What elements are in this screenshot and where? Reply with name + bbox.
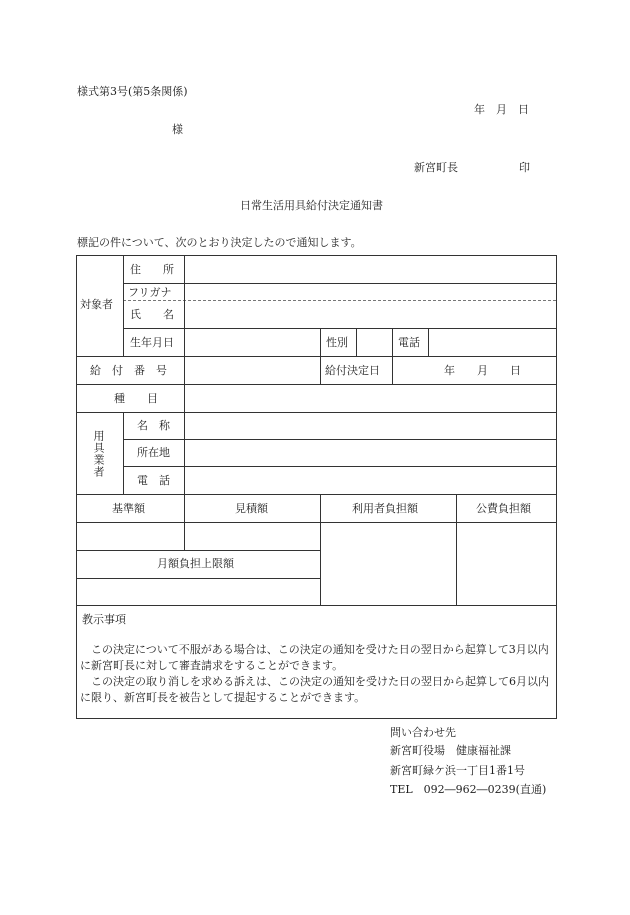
grant-number-label: 給 付 番 号 [90,364,167,377]
notice-heading: 教示事項 [82,613,126,626]
subject-label: 対象者 [80,298,113,311]
contact-heading: 問い合わせ先 [390,726,456,739]
notice-paragraph-1: この決定について不服がある場合は、この決定の通知を受けた日の翌日から起算して3月以内に新宮町長に対して審査請求をすることができます。 [80,643,549,672]
notice-paragraph-2: この決定の取り消しを求める訴えは、この決定の通知を受けた日の翌日から起算して6月以内に限り、新宮町長を被告として提起することができます。 [80,675,549,704]
seal-mark: 印 [519,161,530,174]
estimate-label: 見積額 [235,502,268,515]
issuer: 新宮町長 [414,161,458,174]
furigana-label: フリガナ [128,286,172,299]
form-number: 様式第3号(第5条関係) [77,85,188,98]
public-burden-label: 公費負担額 [476,502,531,515]
document-title: 日常生活用具給付決定通知書 [240,199,383,212]
notice-body [80,642,552,706]
type-label: 種 目 [114,392,158,405]
monthly-cap-label: 月額負担上限額 [157,557,234,570]
grant-date-label: 給付決定日 [325,364,380,377]
name-label: 氏 名 [130,308,174,321]
vendor-name-label: 名 称 [137,419,170,432]
birthdate-label: 生年月日 [130,336,174,349]
grant-date-value: 年 月 日 [444,364,521,377]
date-line: 年 月 日 [474,103,529,116]
contact-address: 新宮町緑ケ浜一丁目1番1号 [390,764,525,777]
gender-label: 性別 [326,336,348,349]
contact-office: 新宮町役場 健康福祉課 [390,744,511,757]
vendor-location-label: 所在地 [137,446,170,459]
phone-label: 電話 [398,336,420,349]
contact-tel: TEL 092―962―0239(直通) [390,783,547,796]
user-burden-label: 利用者負担額 [352,502,418,515]
intro-text: 標記の件について、次のとおり決定したので通知します。 [77,236,362,249]
recipient-suffix: 様 [172,123,183,136]
standard-amount-label: 基準額 [112,502,145,515]
vendor-phone-label: 電 話 [137,474,170,487]
vendor-label: 用具業者 [92,430,105,478]
address-label: 住 所 [130,263,174,276]
